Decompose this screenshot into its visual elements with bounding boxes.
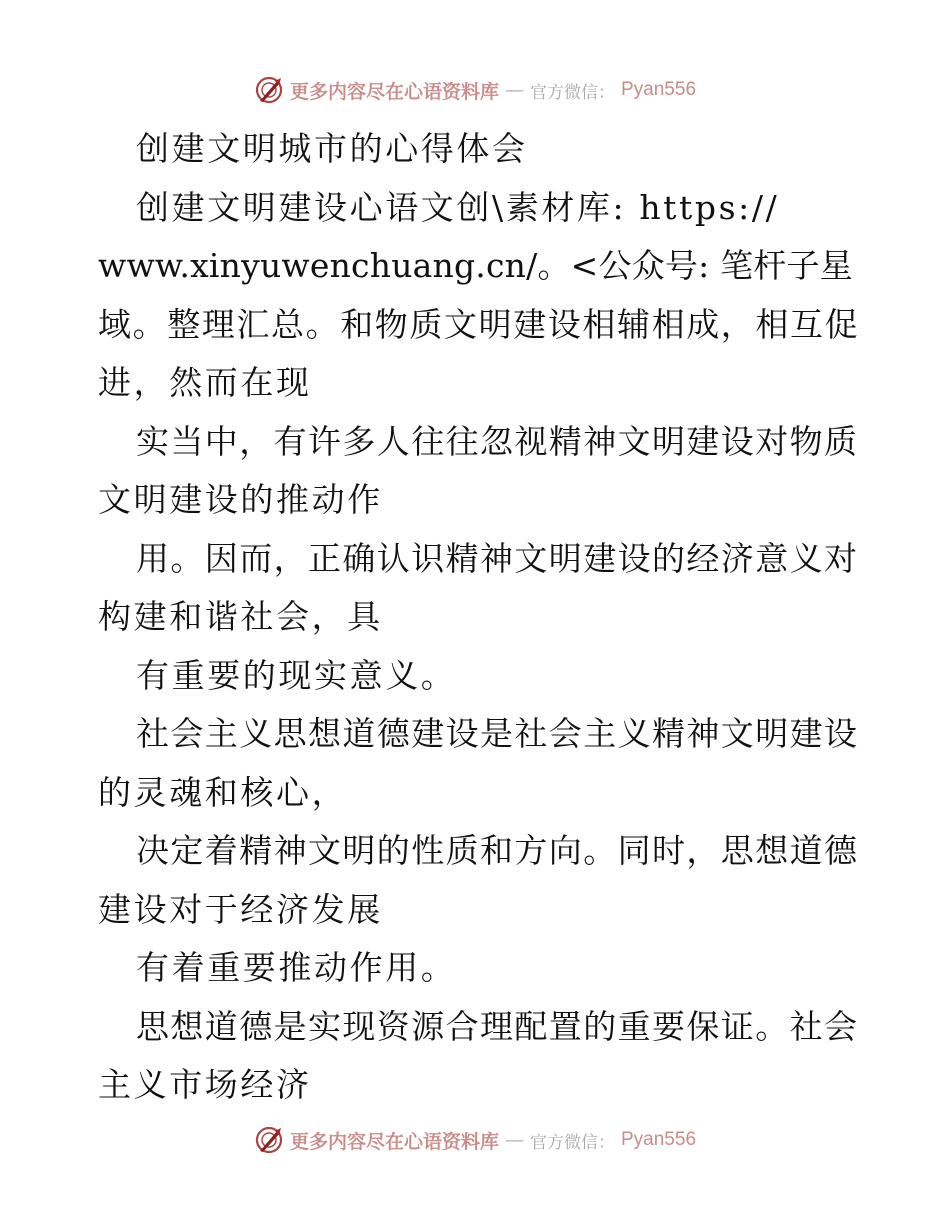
quill-logo-icon [254,1125,284,1155]
banner-contact-label: 官方微信： [530,1132,615,1153]
quill-logo-icon [254,75,284,105]
text-line: 有重要的现实意义。 [136,655,457,695]
text-line: www.xinyuwenchuang.cn/。<公众号: 笔杆子星 [98,246,853,285]
banner-contact-id: Pyan556 [621,79,697,100]
text-line: 建设对于经济发展 [98,889,383,929]
text-line: 的灵魂和核心， [98,772,348,812]
text-line: 有着重要推动作用。 [136,948,457,987]
header-watermark-banner [0,72,950,108]
banner-contact-id: Pyan556 [621,1129,697,1150]
text-line: 实当中，有许多人往往忽视精神文明建设对物质 [136,421,859,461]
text-line: 决定着精神文明的性质和方向。同时，思想道德 [136,831,859,870]
text-line: 社会主义思想道德建设是社会主义精神文明建设 [136,714,859,753]
text-line: 文明建设的推动作 [98,480,383,519]
text-line: 创建文明建设心语文创\素材库: https:// [136,187,780,227]
document-title: 创建文明城市的心得体会 [136,129,528,168]
text-line: 主义市场经济 [98,1065,312,1104]
text-line: 进，然而在现 [98,363,312,402]
text-line: 域。整理汇总。和物质文明建设相辅相成，相互促 [98,304,860,344]
text-line: 思想道德是实现资源合理配置的重要保证。社会 [136,1006,859,1046]
text-line: 构建和谐社会，具 [98,597,383,636]
banner-text: 更多内容尽在心语资料库 [289,1130,499,1153]
document-body [98,120,858,1115]
banner-text: 更多内容尽在心语资料库 [289,80,499,103]
banner-separator: — [505,1129,524,1151]
text-line: 用。因而，正确认识精神文明建设的经济意义对 [136,538,859,578]
footer-watermark-banner [0,1122,950,1158]
banner-contact-label: 官方微信： [530,82,615,103]
banner-separator: — [505,79,524,101]
